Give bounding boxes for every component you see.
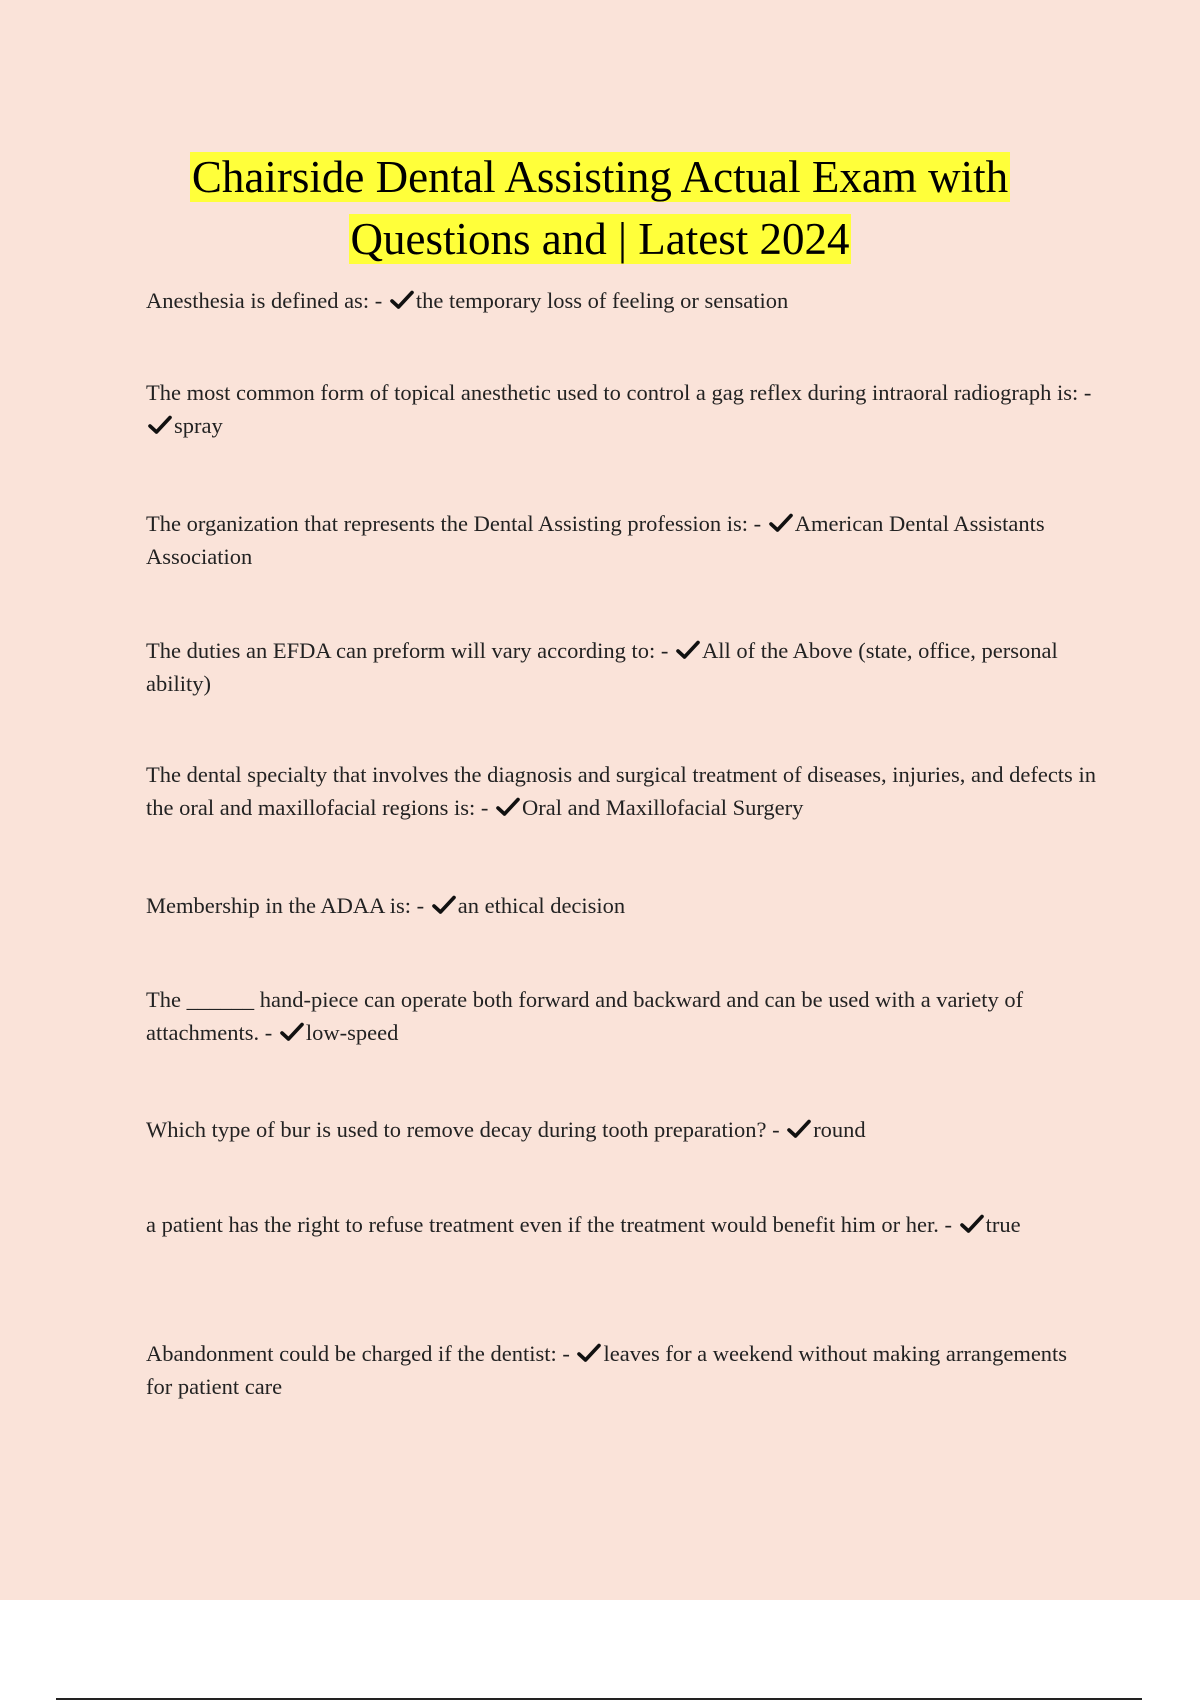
checkmark-icon: [432, 895, 456, 915]
separator: -: [747, 511, 767, 536]
answer-text: round: [813, 1117, 866, 1142]
separator: -: [655, 638, 674, 663]
answer-text: Oral and Maxillofacial Surgery: [522, 795, 804, 820]
qa-item-6: [146, 889, 1096, 922]
checkmark-icon: [577, 1343, 601, 1363]
qa-item-3: [146, 507, 1096, 573]
answer-text: an ethical decision: [457, 893, 626, 918]
separator: -: [369, 288, 388, 313]
qa-item-4: [146, 634, 1096, 700]
separator: -: [259, 1020, 278, 1045]
answer-text: low-speed: [305, 1020, 399, 1045]
checkmark-icon: [769, 513, 793, 533]
checkmark-icon: [280, 1022, 304, 1042]
question-text: Membership in the ADAA is:: [146, 893, 411, 918]
question-text: The duties an EFDA can preform will vary according to:: [146, 638, 656, 663]
answer-text: American Dental Assistants Association: [146, 511, 1045, 569]
answer-text: spray: [174, 413, 223, 438]
qa-item-5: [146, 758, 1096, 824]
answer-text: leaves for a weekend without making arrangements for patient care: [146, 1341, 1068, 1399]
checkmark-icon: [960, 1214, 984, 1234]
title-line-2: Questions and | Latest 2024: [350, 214, 850, 264]
separator: -: [766, 1117, 786, 1142]
question-text: Which type of bur is used to remove decay during tooth preparation?: [146, 1117, 767, 1142]
qa-item-10: [146, 1337, 1096, 1403]
separator: -: [1078, 380, 1092, 405]
answer-text: true: [985, 1212, 1021, 1237]
qa-item-7: [146, 983, 1096, 1049]
question-text: a patient has the right to refuse treatment even if the treatment would benefit him or her.: [146, 1212, 939, 1237]
qa-item-8: [146, 1113, 1096, 1146]
qa-item-2: [146, 376, 1096, 442]
page-title: [100, 146, 1100, 270]
separator: -: [475, 795, 495, 820]
question-text: The most common form of topical anesthetic used to control a gag reflex during intraoral radiograph is:: [146, 380, 1079, 405]
question-text: Abandonment could be charged if the dentist:: [146, 1341, 557, 1366]
checkmark-icon: [787, 1119, 811, 1139]
checkmark-icon: [496, 797, 520, 817]
checkmark-icon: [676, 640, 700, 660]
answer-text: the temporary loss of feeling or sensation: [415, 288, 789, 313]
question-text: Anesthesia is defined as:: [146, 288, 370, 313]
qa-item-9: [146, 1208, 1096, 1241]
question-text: The dental specialty that involves the diagnosis and surgical treatment of diseases, injuries, and defects in the oral and maxillofacial regions is:: [146, 762, 1096, 820]
qa-item-1: [146, 284, 1096, 317]
question-text: The organization that represents the Dental Assisting profession is:: [146, 511, 748, 536]
question-text: The ______ hand-piece can operate both forward and backward and can be used with a variety of attachments.: [146, 987, 1024, 1045]
checkmark-icon: [148, 415, 172, 435]
title-line-1: Chairside Dental Assisting Actual Exam with: [191, 152, 1009, 202]
separator: -: [938, 1212, 958, 1237]
separator: -: [411, 893, 430, 918]
separator: -: [556, 1341, 576, 1366]
answer-text: All of the Above (state, office, personal ability): [146, 638, 1058, 696]
checkmark-icon: [390, 290, 414, 310]
